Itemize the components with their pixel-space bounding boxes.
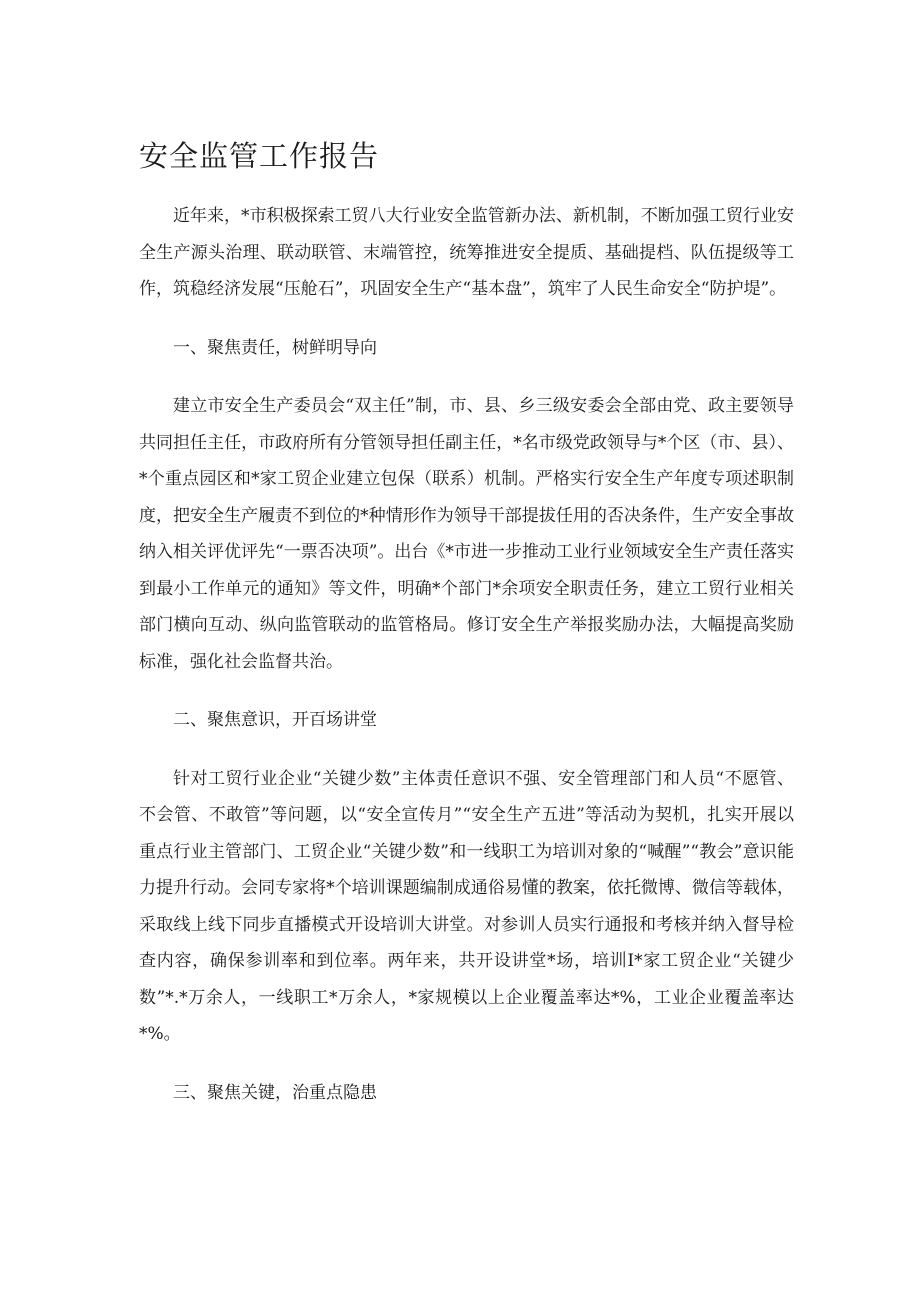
intro-paragraph: 近年来，*市积极探索工贸八大行业安全监管新办法、新机制，不断加强工贸行业安全生产源头治理、联动联管、末端管控，统筹推进安全提质、基础提档、队伍提级等工作，筑稳经济发展“压舱石”，巩固安全生产“基本盘”，筑牢了人民生命安全“防护堤”。 <box>139 206 794 299</box>
section-3-heading: 三、聚焦关键，治重点隐患 <box>173 1082 377 1103</box>
document-page <box>139 138 794 1111</box>
document-title: 安全监管工作报告 <box>139 139 380 173</box>
section-1-heading: 一、聚焦责任，树鲜明导向 <box>173 337 377 358</box>
section-2-heading: 二、聚焦意识，开百场讲堂 <box>173 710 377 730</box>
section-1-body: 建立市安全生产委员会“双主任”制，市、县、乡三级安委会全部由党、政主要领导共同担任主任，市政府所有分管领导担任副主任，*名市级党政领导与*个区（市、县）、*个重点园区和*家工贸企业建立包保（联系）机制。严格实行安全生产年度专项述职制度，把安全生产履责不到位的*种情形作为领导干部提拔任用的否决条件，生产安全事故纳入相关评优评先“一票否决项”。出台《*市进一步推动工业行业领域安全生产责任落实到最小工作单元的通知》等文件，明确*个部门*余项安全职责任务，建立工贸行业相关部门横向互动、纵向监管联动的监管格局。修订安全生产举报奖励办法，大幅提高奖励标准，强化社会监督共治。 <box>139 396 794 672</box>
section-2-body: 针对工贸行业企业“关键少数”主体责任意识不强、安全管理部门和人员“不愿管、不会管、不敢管”等问题，以“安全宣传月”“安全生产五进”等活动为契机，扎实开展以重点行业主管部门、工贸企业“关键少数”和一线职工为培训对象的“喊醒”“教会”意识能力提升行动。会同专家将*个培训课题编制成通俗易懂的教案，依托微博、微信等载体，采取线上线下同步直播模式开设培训大讲堂。对参训人员实行通报和考核并纳入督导检查内容，确保参训率和到位率。两年来，共开设讲堂*场，培训I*家工贸企业“关键少数”*.*万余人，一线职工*万余人，*家规模以上企业覆盖率达*%，工业企业覆盖率达*%。 <box>139 768 794 1044</box>
